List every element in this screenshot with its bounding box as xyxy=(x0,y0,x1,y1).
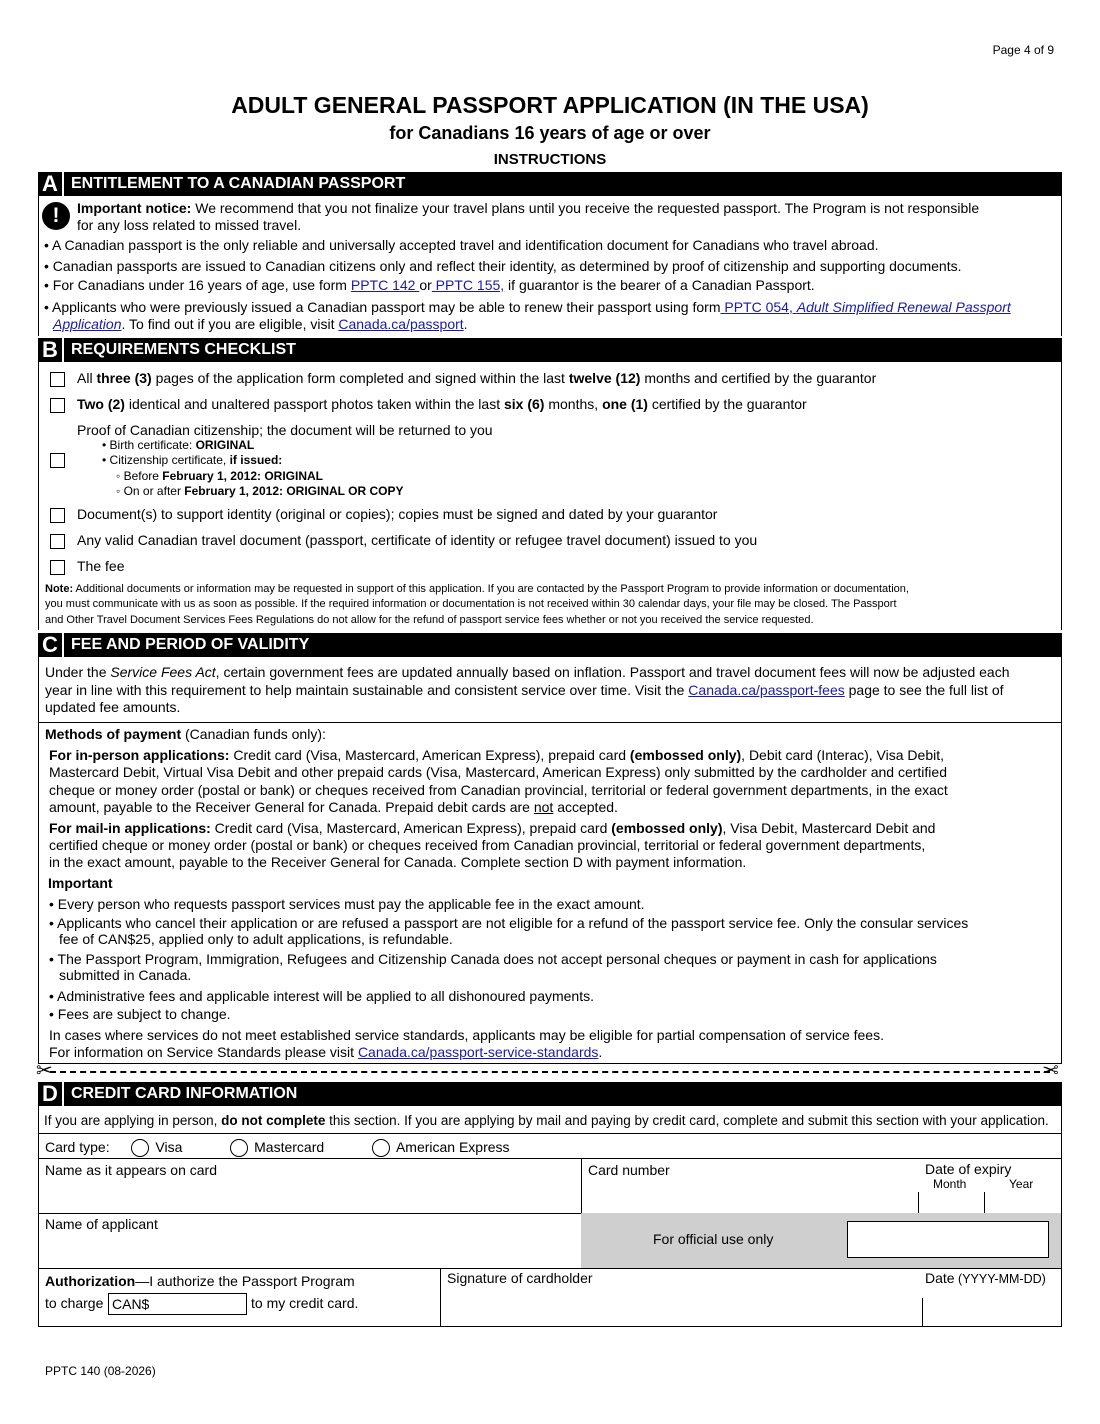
important-heading: Important xyxy=(48,875,113,891)
section-letter: D xyxy=(38,1082,64,1106)
important-notice-icon: ! xyxy=(42,202,70,230)
in-person-text: Mastercard Debit, Virtual Visa Debit and other prepaid cards (Visa, Mastercard, American Express) only submitted by the cardholder and certified xyxy=(49,764,947,780)
in-person-text: For in-person applications: Credit card (Visa, Mastercard, American Express), prepaid card (embossed only), Debit card (Interac), Visa Debit, xyxy=(49,747,944,763)
mail-in-text: certified cheque or money order (postal or bank) or cheques received from Canadian provincial, territorial or federal government departments, xyxy=(49,837,926,853)
divider xyxy=(922,1298,923,1326)
important-bullet: • Applicants who cancel their application or are refused a passport are not eligible for a refund of the passport service fee. Only the consular services xyxy=(49,915,969,931)
checklist-item: The fee xyxy=(77,558,125,574)
important-bullet: • The Passport Program, Immigration, Refugees and Citizenship Canada does not accept personal cheques or payment in cash for applications xyxy=(49,951,937,967)
scissors-icon: ✂ xyxy=(36,1060,53,1082)
pptc-155-link[interactable]: PPTC 155, xyxy=(431,277,505,293)
checklist-item: Proof of Canadian citizenship; the document will be returned to you xyxy=(77,422,493,438)
form-code: PPTC 140 (08-2026) xyxy=(45,1364,156,1378)
note-line: and Other Travel Document Services Fees Regulations do not allow for the refund of passport service fees whether or not you received the service requested. xyxy=(45,614,814,626)
section-title: ENTITLEMENT TO A CANADIAN PASSPORT xyxy=(71,175,406,192)
fee-paragraph: year in line with this requirement to help maintain sustainable and consistent service over time. Visit the Canada.ca/passport-fees page to see the full list of xyxy=(45,682,1004,698)
applicant-name-label: Name of applicant xyxy=(45,1216,158,1232)
to-card-label: to my credit card. xyxy=(251,1295,359,1311)
in-person-text: amount, payable to the Receiver General for Canada. Prepaid debit cards are not accepted. xyxy=(49,799,618,815)
expiry-label: Date of expiry xyxy=(925,1161,1012,1177)
card-type-row xyxy=(45,1137,510,1157)
name-on-card-label: Name as it appears on card xyxy=(45,1162,217,1178)
payment-methods-heading: Methods of payment (Canadian funds only): xyxy=(45,726,326,742)
official-use-field xyxy=(847,1221,1049,1258)
fee-paragraph: Under the Service Fees Act, certain government fees are updated annually based on inflation. Passport and travel document fees will now be adjusted each xyxy=(45,664,1010,680)
section-title: FEE AND PERIOD OF VALIDITY xyxy=(71,636,310,653)
service-standards-link[interactable]: Canada.ca/passport-service-standards xyxy=(357,1044,599,1060)
section-c-header xyxy=(38,633,1062,657)
pptc-142-link[interactable]: PPTC 142 xyxy=(350,277,420,293)
checklist-checkbox[interactable] xyxy=(50,534,65,549)
entitlement-bullet: • Canadian passports are issued to Canadian citizens only and reflect their identity, as determined by proof of citizenship and supporting documents. xyxy=(44,258,962,274)
checklist-item: Two (2) identical and unaltered passport photos taken within the last six (6) months, one (1) certified by the guarantor xyxy=(77,396,807,412)
expiry-year-label: Year xyxy=(1009,1177,1034,1191)
checklist-subitem: • Birth certificate: ORIGINAL xyxy=(102,438,255,452)
divider xyxy=(38,1133,1062,1134)
divider xyxy=(38,1158,1062,1159)
checklist-checkbox[interactable] xyxy=(50,372,65,387)
visa-radio[interactable] xyxy=(131,1139,149,1157)
checklist-subitem: • Citizenship certificate, if issued: xyxy=(102,453,283,467)
note-line: you must communicate with us as soon as possible. If the required information or documentation is not received within 30 calendar days, your file may be closed. The Passport xyxy=(45,598,897,610)
service-standards-text: For information on Service Standards please visit Canada.ca/passport-service-standards. xyxy=(49,1044,603,1060)
notice-line: Important notice: We recommend that you not finalize your travel plans until you receive the requested passport. The Program is not responsible xyxy=(77,200,980,216)
in-person-text: cheque or money order (postal or bank) or cheques received from Canadian provincial, territorial or federal government departments, in the exact xyxy=(49,782,948,798)
card-type-label: Card type: xyxy=(45,1139,110,1155)
page-subtitle: for Canadians 16 years of age or over xyxy=(389,123,711,143)
section-letter: B xyxy=(38,338,64,362)
important-bullet-cont: fee of CAN$25, applied only to adult applications, is refundable. xyxy=(59,931,453,947)
important-bullet: • Every person who requests passport services must pay the applicable fee in the exact amount. xyxy=(49,896,645,912)
section-d-intro: If you are applying in person, do not complete this section. If you are applying by mail and paying by credit card, complete and submit this section with your application. xyxy=(44,1113,1049,1128)
to-charge-label: to charge xyxy=(45,1295,104,1311)
pptc-054-link-cont[interactable]: Application xyxy=(53,316,122,332)
entitlement-bullet: • Applicants who were previously issued a Canadian passport may be able to renew their passport using form PPTC 054, Adult Simplified Renewal Passport xyxy=(44,299,1011,315)
section-letter: A xyxy=(38,172,64,196)
checklist-subitem: ◦ Before February 1, 2012: ORIGINAL xyxy=(116,469,323,483)
divider xyxy=(38,1268,1062,1269)
amex-label: American Express xyxy=(395,1139,510,1155)
section-title: REQUIREMENTS CHECKLIST xyxy=(71,341,296,358)
checklist-item: Document(s) to support identity (original or copies); copies must be signed and dated by your guarantor xyxy=(77,506,718,522)
section-a-header xyxy=(38,172,1062,196)
fee-paragraph: updated fee amounts. xyxy=(45,699,181,715)
authorization-label: Authorization—I authorize the Passport Program xyxy=(45,1273,355,1289)
checklist-subitem: ◦ On or after February 1, 2012: ORIGINAL OR COPY xyxy=(116,484,404,498)
section-title: CREDIT CARD INFORMATION xyxy=(71,1085,298,1102)
section-letter: C xyxy=(38,633,64,657)
card-number-label: Card number xyxy=(588,1162,670,1178)
page-title: ADULT GENERAL PASSPORT APPLICATION (IN THE USA) xyxy=(231,92,869,118)
entitlement-bullet: • For Canadians under 16 years of age, use form PPTC 142 or PPTC 155, if guarantor is the bearer of a Canadian Passport. xyxy=(44,277,815,293)
checklist-item: Any valid Canadian travel document (passport, certificate of identity or refugee travel document) issued to you xyxy=(77,532,758,548)
section-d-header xyxy=(38,1082,1062,1106)
visa-label: Visa xyxy=(155,1139,183,1155)
divider xyxy=(918,1192,919,1213)
mail-in-text: For mail-in applications: Credit card (Visa, Mastercard, American Express), prepaid card (embossed only), Visa Debit, Mastercard Debit and xyxy=(49,820,936,836)
date-label: Date (YYYY-MM-DD) xyxy=(925,1270,1046,1286)
page-number: Page 4 of 9 xyxy=(992,43,1054,57)
checklist-checkbox[interactable] xyxy=(50,453,65,468)
canada-passport-link[interactable]: Canada.ca/passport xyxy=(338,316,464,332)
cut-line xyxy=(50,1071,1050,1073)
divider xyxy=(440,1268,441,1326)
amount-field[interactable]: CAN$ xyxy=(108,1293,247,1315)
divider xyxy=(38,722,1062,723)
entitlement-bullet: • A Canadian passport is the only reliable and universally accepted travel and identification document for Canadians who travel abroad. xyxy=(44,237,879,253)
signature-label: Signature of cardholder xyxy=(447,1270,593,1286)
scissors-icon: ✂ xyxy=(1042,1060,1059,1082)
note-line: Note: Additional documents or information may be requested in support of this application. If you are contacted by the Passport Program to provide information or documentation, xyxy=(45,583,909,595)
mail-in-text: in the exact amount, payable to the Receiver General for Canada. Complete section D with payment information. xyxy=(49,854,747,870)
official-use-label: For official use only xyxy=(653,1231,774,1247)
divider xyxy=(984,1192,985,1213)
amex-radio[interactable] xyxy=(372,1139,390,1157)
section-b-header xyxy=(38,338,1062,362)
important-bullet: • Fees are subject to change. xyxy=(49,1006,231,1022)
important-bullet: • Administrative fees and applicable interest will be applied to all dishonoured payments. xyxy=(49,988,594,1004)
notice-line-2: for any loss related to missed travel. xyxy=(77,217,302,233)
entitlement-bullet-cont: Application. To find out if you are eligible, visit Canada.ca/passport. xyxy=(53,316,468,332)
checklist-checkbox[interactable] xyxy=(50,508,65,523)
pptc-054-link[interactable]: PPTC 054, Adult Simplified Renewal Passport xyxy=(720,299,1011,315)
checklist-item: All three (3) pages of the application form completed and signed within the last twelve (12) months and certified by the guarantor xyxy=(77,370,877,386)
instructions-heading: INSTRUCTIONS xyxy=(493,151,607,168)
important-bullet-cont: submitted in Canada. xyxy=(59,967,192,983)
passport-fees-link[interactable]: Canada.ca/passport-fees xyxy=(688,682,845,698)
service-standards-text: In cases where services do not meet established service standards, applicants may be eligible for partial compensation of service fees. xyxy=(49,1027,884,1043)
mastercard-label: Mastercard xyxy=(254,1139,325,1155)
checklist-checkbox[interactable] xyxy=(50,560,65,575)
checklist-checkbox[interactable] xyxy=(50,398,65,413)
expiry-month-label: Month xyxy=(933,1177,967,1191)
mastercard-radio[interactable] xyxy=(230,1139,248,1157)
